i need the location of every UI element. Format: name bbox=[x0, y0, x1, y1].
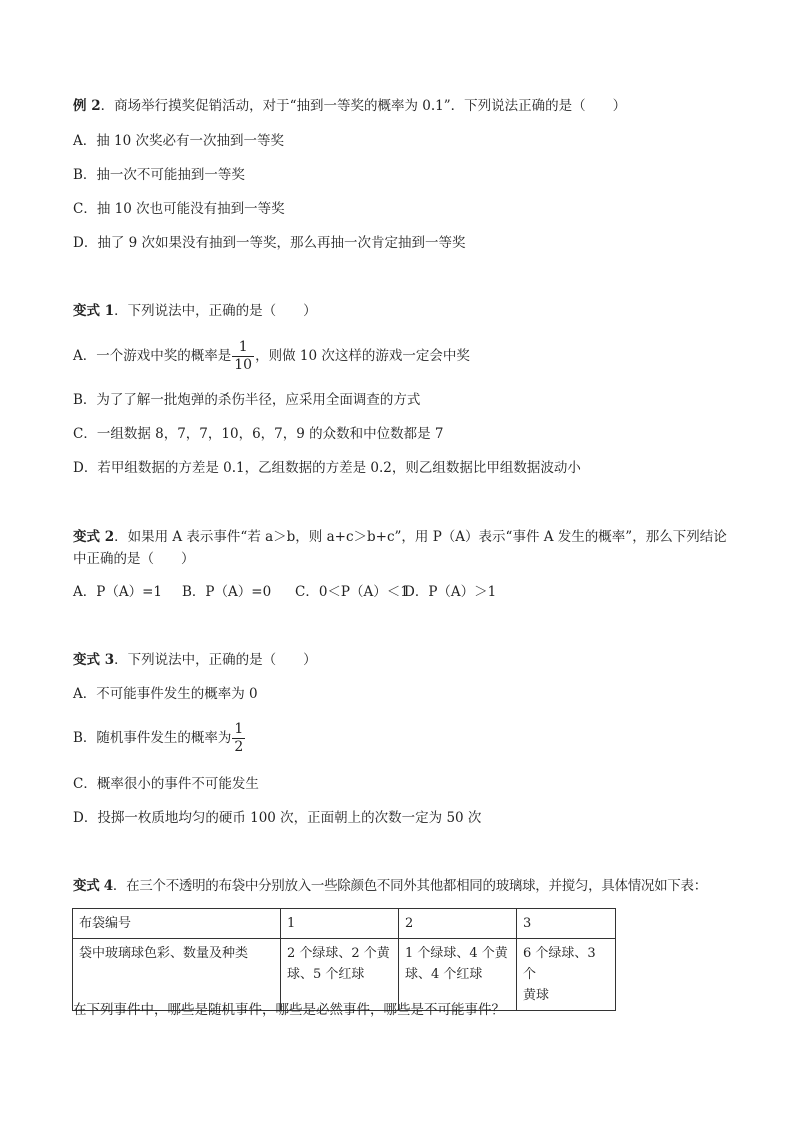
cell-line: 球、4 个红球 bbox=[405, 967, 483, 982]
variant-2-option-b: B．P（A）=0 bbox=[182, 584, 272, 600]
variant-2-option-d: D．P（A）＞1 bbox=[404, 584, 497, 600]
cell-line: 2 个绿球、2 个黄 bbox=[287, 946, 390, 961]
variant-1-option-a bbox=[73, 338, 470, 374]
variant-4-stem bbox=[73, 876, 707, 896]
variant-2-text: ．如果用 A 表示事件“若 a＞b，则 a+c＞b+c”，用 P（A）表示“事件 A 发生的概率”，那么下列结论 bbox=[114, 529, 727, 545]
example-2-label: 例 2 bbox=[73, 98, 101, 114]
fraction-denominator: 2 bbox=[234, 739, 244, 755]
table-cell: 1 bbox=[281, 909, 399, 939]
fraction-numerator: 1 bbox=[232, 339, 254, 357]
variant-4-question: 在下列事件中，哪些是随机事件，哪些是必然事件，哪些是不可能事件？ bbox=[73, 1002, 505, 1018]
fraction-denominator: 10 bbox=[234, 357, 253, 373]
variant-3-text: ．下列说法中，正确的是（ ） bbox=[114, 652, 317, 668]
variant-3-option-b bbox=[73, 720, 246, 756]
variant-1-stem bbox=[73, 301, 317, 321]
variant-2-option-c: C．0＜P（A）＜1 bbox=[295, 584, 409, 600]
variant-4-text: ．在三个不透明的布袋中分别放入一些除颜色不同外其他都相同的玻璃球，并搅匀，具体情况如下表： bbox=[112, 878, 707, 894]
cell-line: 6 个绿球、3 个 bbox=[523, 946, 596, 982]
fraction-one-tenth bbox=[232, 339, 254, 374]
table-header-row bbox=[73, 909, 616, 939]
variant-2-option-a: A．P（A）=1 bbox=[73, 584, 162, 600]
table-cell: 布袋编号 bbox=[73, 909, 281, 939]
fraction-numerator: 1 bbox=[234, 721, 244, 737]
variant-3-option-a: A．不可能事件发生的概率为 0 bbox=[73, 686, 258, 702]
example-2-text: ．商场举行摸奖促销活动，对于“抽到一等奖的概率为 0.1”．下列说法正确的是（ ） bbox=[100, 98, 627, 114]
variant-1-option-a-suffix: ，则做 10 次这样的游戏一定会中奖 bbox=[255, 348, 470, 364]
variant-1-option-a-prefix: A．一个游戏中奖的概率是 bbox=[73, 348, 232, 364]
cell-line: 球、5 个红球 bbox=[287, 967, 365, 982]
example-2-stem bbox=[73, 96, 626, 116]
variant-1-option-b: B．为了了解一批炮弹的杀伤半径，应采用全面调查的方式 bbox=[73, 392, 421, 408]
variant-3-option-d: D．投掷一枚质地均匀的硬币 100 次，正面朝上的次数一定为 50 次 bbox=[73, 810, 482, 826]
variant-3-option-c: C．概率很小的事件不可能发生 bbox=[73, 776, 259, 792]
cell-line: 黄球 bbox=[523, 988, 550, 1003]
example-2-option-c: C．抽 10 次也可能没有抽到一等奖 bbox=[73, 201, 285, 217]
example-2-option-b: B．抽一次不可能抽到一等奖 bbox=[73, 167, 245, 183]
cell-line: 1 个绿球、4 个黄 bbox=[405, 946, 508, 961]
table-cell: 2 bbox=[399, 909, 517, 939]
fraction-one-half bbox=[232, 721, 245, 756]
variant-1-option-c: C．一组数据 8，7，7，10，6，7，9 的众数和中位数都是 7 bbox=[73, 426, 444, 442]
variant-3-stem bbox=[73, 650, 317, 670]
table-cell: 3 bbox=[517, 909, 616, 939]
variant-4-label: 变式 4 bbox=[73, 878, 113, 894]
variant-2-label: 变式 2 bbox=[73, 529, 115, 545]
table-cell: 袋中玻璃球色彩、数量及种类 bbox=[73, 939, 281, 1011]
variant-1-option-d: D．若甲组数据的方差是 0.1，乙组数据的方差是 0.2，则乙组数据比甲组数据波动小 bbox=[73, 460, 581, 476]
example-2-option-a: A．抽 10 次奖必有一次抽到一等奖 bbox=[73, 133, 285, 149]
table-cell bbox=[517, 939, 616, 1011]
bag-contents-table bbox=[72, 908, 616, 1011]
variant-2-stem-line-2: 中正确的是（ ） bbox=[73, 551, 195, 567]
variant-3-option-b-prefix: B．随机事件发生的概率为 bbox=[73, 730, 232, 746]
variant-2-stem-line-1 bbox=[73, 527, 727, 547]
variant-1-label: 变式 1 bbox=[73, 303, 115, 319]
variant-1-text: ．下列说法中，正确的是（ ） bbox=[114, 303, 317, 319]
variant-3-label: 变式 3 bbox=[73, 652, 115, 668]
example-2-option-d: D．抽了 9 次如果没有抽到一等奖，那么再抽一次肯定抽到一等奖 bbox=[73, 235, 466, 251]
